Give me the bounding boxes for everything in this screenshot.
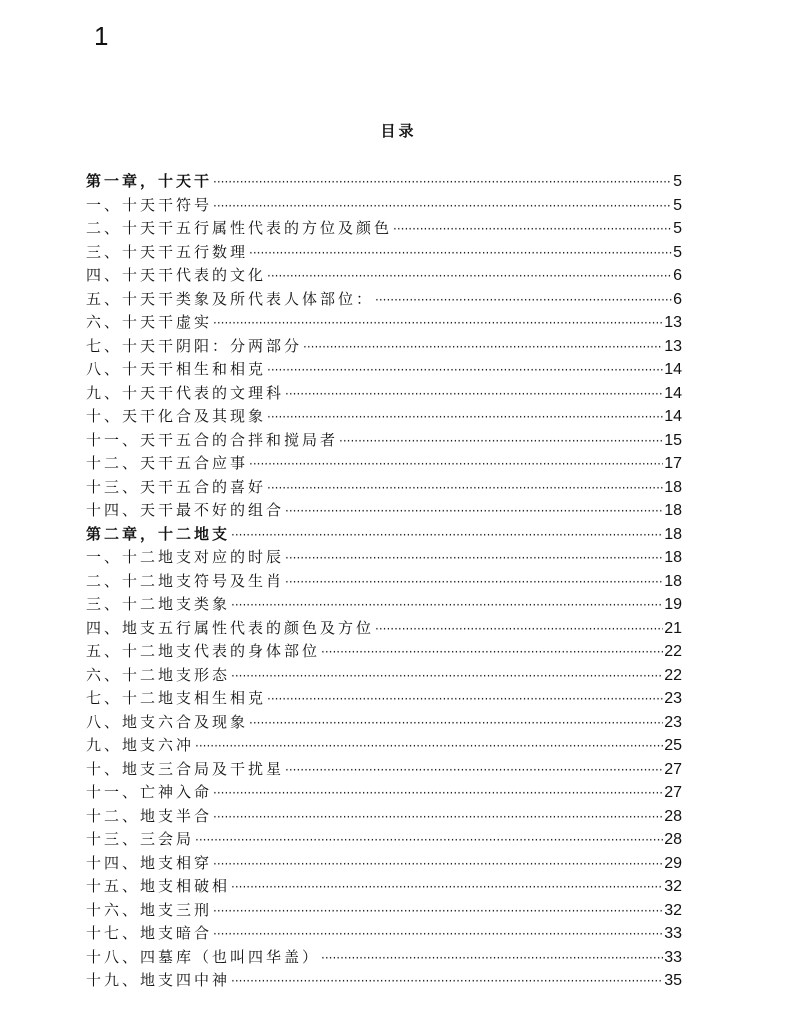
toc-entry-page-number: 27 (664, 784, 682, 801)
toc-entry-label: 四、地支五行属性代表的颜色及方位 (86, 618, 375, 637)
toc-chapter-entry[interactable] (86, 523, 682, 547)
toc-entry-page-number: 6 (673, 290, 682, 308)
toc-entry-page-number: 13 (664, 314, 682, 331)
toc-entry-page-number: 18 (664, 572, 682, 590)
toc-dot-leader (285, 500, 663, 524)
toc-entry-page-number: 28 (664, 807, 682, 825)
toc-dot-leader (339, 430, 663, 454)
toc-entry-label: 七、十天干阴阳：分两部分 (86, 336, 303, 355)
toc-dot-leader (267, 265, 672, 289)
toc-dot-leader (321, 641, 663, 665)
toc-dot-leader (195, 735, 663, 759)
toc-dot-leader (231, 524, 663, 548)
toc-entry-label: 十二、天干五合应事 (86, 454, 249, 472)
toc-dot-leader (213, 853, 663, 877)
toc-entry-page-number: 14 (664, 408, 682, 425)
toc-dot-leader (267, 688, 663, 712)
toc-entry-label: 十二、地支半合 (86, 806, 213, 825)
toc-entry-page-number: 14 (664, 384, 682, 402)
toc-entry[interactable] (86, 781, 682, 805)
toc-entry[interactable] (86, 499, 682, 523)
toc-entry[interactable] (86, 899, 682, 923)
table-of-contents (86, 170, 682, 993)
toc-entry-label: 十七、地支暗合 (86, 924, 213, 942)
toc-entry-label: 八、地支六合及现象 (86, 712, 249, 731)
toc-entry[interactable] (86, 241, 682, 265)
toc-entry-label: 一、十二地支对应的时辰 (86, 548, 285, 566)
toc-dot-leader (213, 923, 663, 947)
toc-entry[interactable] (86, 405, 682, 429)
toc-entry-label: 十一、亡神入命 (86, 783, 213, 801)
toc-entry[interactable] (86, 194, 682, 218)
toc-entry-label: 四、十天干代表的文化 (86, 266, 267, 284)
toc-dot-leader (231, 876, 663, 900)
toc-dot-leader (285, 547, 663, 571)
toc-entry[interactable] (86, 264, 682, 288)
toc-entry-label: 三、十天干五行数理 (86, 242, 249, 261)
toc-entry-page-number: 28 (664, 831, 682, 848)
toc-entry-page-number: 15 (664, 431, 682, 449)
toc-entry-label: 十六、地支三刑 (86, 900, 213, 919)
toc-dot-leader (267, 359, 663, 383)
toc-dot-leader (249, 242, 672, 266)
toc-entry-label: 第一章，十天干 (86, 172, 213, 190)
toc-dot-leader (285, 759, 663, 783)
toc-entry-page-number: 14 (664, 361, 682, 378)
toc-entry[interactable] (86, 969, 682, 993)
toc-entry-label: 七、十二地支相生相克 (86, 689, 267, 707)
toc-entry-label: 十四、地支相穿 (86, 853, 213, 872)
toc-entry[interactable] (86, 429, 682, 453)
toc-entry-label: 八、十天干相生和相克 (86, 360, 267, 378)
toc-entry[interactable] (86, 946, 682, 970)
toc-dot-leader (213, 312, 663, 336)
toc-entry-label: 十、天干化合及其现象 (86, 407, 267, 425)
toc-entry-label: 十三、三会局 (86, 830, 195, 848)
toc-entry-page-number: 18 (664, 502, 682, 519)
toc-entry-label: 十八、四墓库（也叫四华盖） (86, 947, 321, 966)
toc-dot-leader (213, 900, 663, 924)
toc-entry[interactable] (86, 711, 682, 735)
toc-entry-page-number: 27 (664, 760, 682, 778)
toc-entry[interactable] (86, 664, 682, 688)
toc-dot-leader (249, 453, 663, 477)
toc-entry-label: 二、十二地支符号及生肖 (86, 571, 285, 590)
toc-entry[interactable] (86, 875, 682, 899)
toc-entry[interactable] (86, 570, 682, 594)
toc-entry[interactable] (86, 311, 682, 335)
toc-entry-page-number: 33 (664, 948, 682, 966)
page-number: 1 (94, 21, 109, 51)
toc-entry-label: 十五、地支相破相 (86, 877, 231, 895)
toc-entry-page-number: 21 (664, 619, 682, 637)
toc-entry-page-number: 22 (664, 643, 682, 660)
toc-entry-label: 十三、天干五合的喜好 (86, 477, 267, 496)
toc-entry-label: 十四、天干最不好的组合 (86, 501, 285, 519)
toc-entry[interactable] (86, 734, 682, 758)
toc-entry-page-number: 23 (664, 690, 682, 707)
toc-entry-page-number: 32 (664, 901, 682, 919)
toc-entry[interactable] (86, 452, 682, 476)
toc-entry-page-number: 33 (664, 925, 682, 942)
toc-dot-leader (285, 571, 663, 595)
toc-dot-leader (213, 171, 672, 195)
toc-dot-leader (213, 806, 663, 830)
toc-dot-leader (393, 218, 672, 242)
toc-dot-leader (375, 618, 663, 642)
toc-dot-leader (231, 970, 663, 994)
toc-dot-leader (213, 195, 672, 219)
toc-entry-label: 第二章，十二地支 (86, 524, 231, 543)
toc-entry[interactable] (86, 805, 682, 829)
toc-entry-label: 一、十天干符号 (86, 195, 213, 214)
toc-entry-page-number: 18 (664, 478, 682, 496)
toc-entry-label: 五、十天干类象及所代表人体部位： (86, 289, 375, 308)
toc-title: 目录 (380, 122, 417, 140)
toc-entry-page-number: 29 (664, 854, 682, 872)
toc-entry-page-number: 19 (664, 596, 682, 613)
toc-dot-leader (231, 594, 663, 618)
toc-entry-page-number: 5 (673, 243, 682, 261)
toc-entry-page-number: 23 (664, 713, 682, 731)
toc-dot-leader (375, 289, 672, 313)
toc-entry-label: 六、十天干虚实 (86, 313, 213, 331)
toc-dot-leader (249, 712, 663, 736)
toc-entry[interactable] (86, 382, 682, 406)
toc-entry-page-number: 13 (664, 337, 682, 355)
toc-entry-page-number: 22 (664, 666, 682, 684)
toc-dot-leader (267, 406, 663, 430)
toc-entry[interactable] (86, 852, 682, 876)
toc-entry-page-number: 5 (673, 196, 682, 214)
toc-entry-label: 三、十二地支类象 (86, 595, 231, 613)
toc-dot-leader (231, 665, 663, 689)
toc-entry[interactable] (86, 922, 682, 946)
toc-dot-leader (321, 947, 663, 971)
toc-entry-page-number: 17 (664, 455, 682, 472)
toc-entry[interactable] (86, 617, 682, 641)
toc-entry-page-number: 35 (664, 972, 682, 989)
toc-entry[interactable] (86, 217, 682, 241)
toc-entry-label: 九、地支六冲 (86, 736, 195, 754)
toc-dot-leader (213, 782, 663, 806)
toc-entry-page-number: 6 (673, 267, 682, 284)
toc-entry-label: 十九、地支四中神 (86, 971, 231, 989)
toc-entry[interactable] (86, 828, 682, 852)
toc-entry[interactable] (86, 476, 682, 500)
toc-entry-label: 九、十天干代表的文理科 (86, 383, 285, 402)
toc-entry-page-number: 5 (673, 173, 682, 190)
toc-entry-label: 五、十二地支代表的身体部位 (86, 642, 321, 660)
toc-entry-page-number: 18 (664, 525, 682, 543)
toc-chapter-entry[interactable] (86, 170, 682, 194)
toc-entry[interactable] (86, 358, 682, 382)
toc-dot-leader (267, 477, 663, 501)
toc-entry-page-number: 32 (664, 878, 682, 895)
toc-entry-label: 十、地支三合局及干扰星 (86, 759, 285, 778)
toc-dot-leader (285, 383, 663, 407)
toc-entry[interactable] (86, 640, 682, 664)
toc-entry[interactable] (86, 288, 682, 312)
toc-entry[interactable] (86, 687, 682, 711)
toc-entry-page-number: 18 (664, 549, 682, 566)
toc-entry[interactable] (86, 758, 682, 782)
toc-entry-page-number: 25 (664, 737, 682, 754)
toc-entry[interactable] (86, 335, 682, 359)
toc-entry-label: 六、十二地支形态 (86, 665, 231, 684)
toc-entry[interactable] (86, 546, 682, 570)
toc-entry-page-number: 5 (673, 220, 682, 237)
toc-entry[interactable] (86, 593, 682, 617)
toc-dot-leader (303, 336, 663, 360)
toc-entry-label: 十一、天干五合的合拌和搅局者 (86, 430, 339, 449)
toc-entry-label: 二、十天干五行属性代表的方位及颜色 (86, 219, 393, 237)
toc-dot-leader (195, 829, 663, 853)
